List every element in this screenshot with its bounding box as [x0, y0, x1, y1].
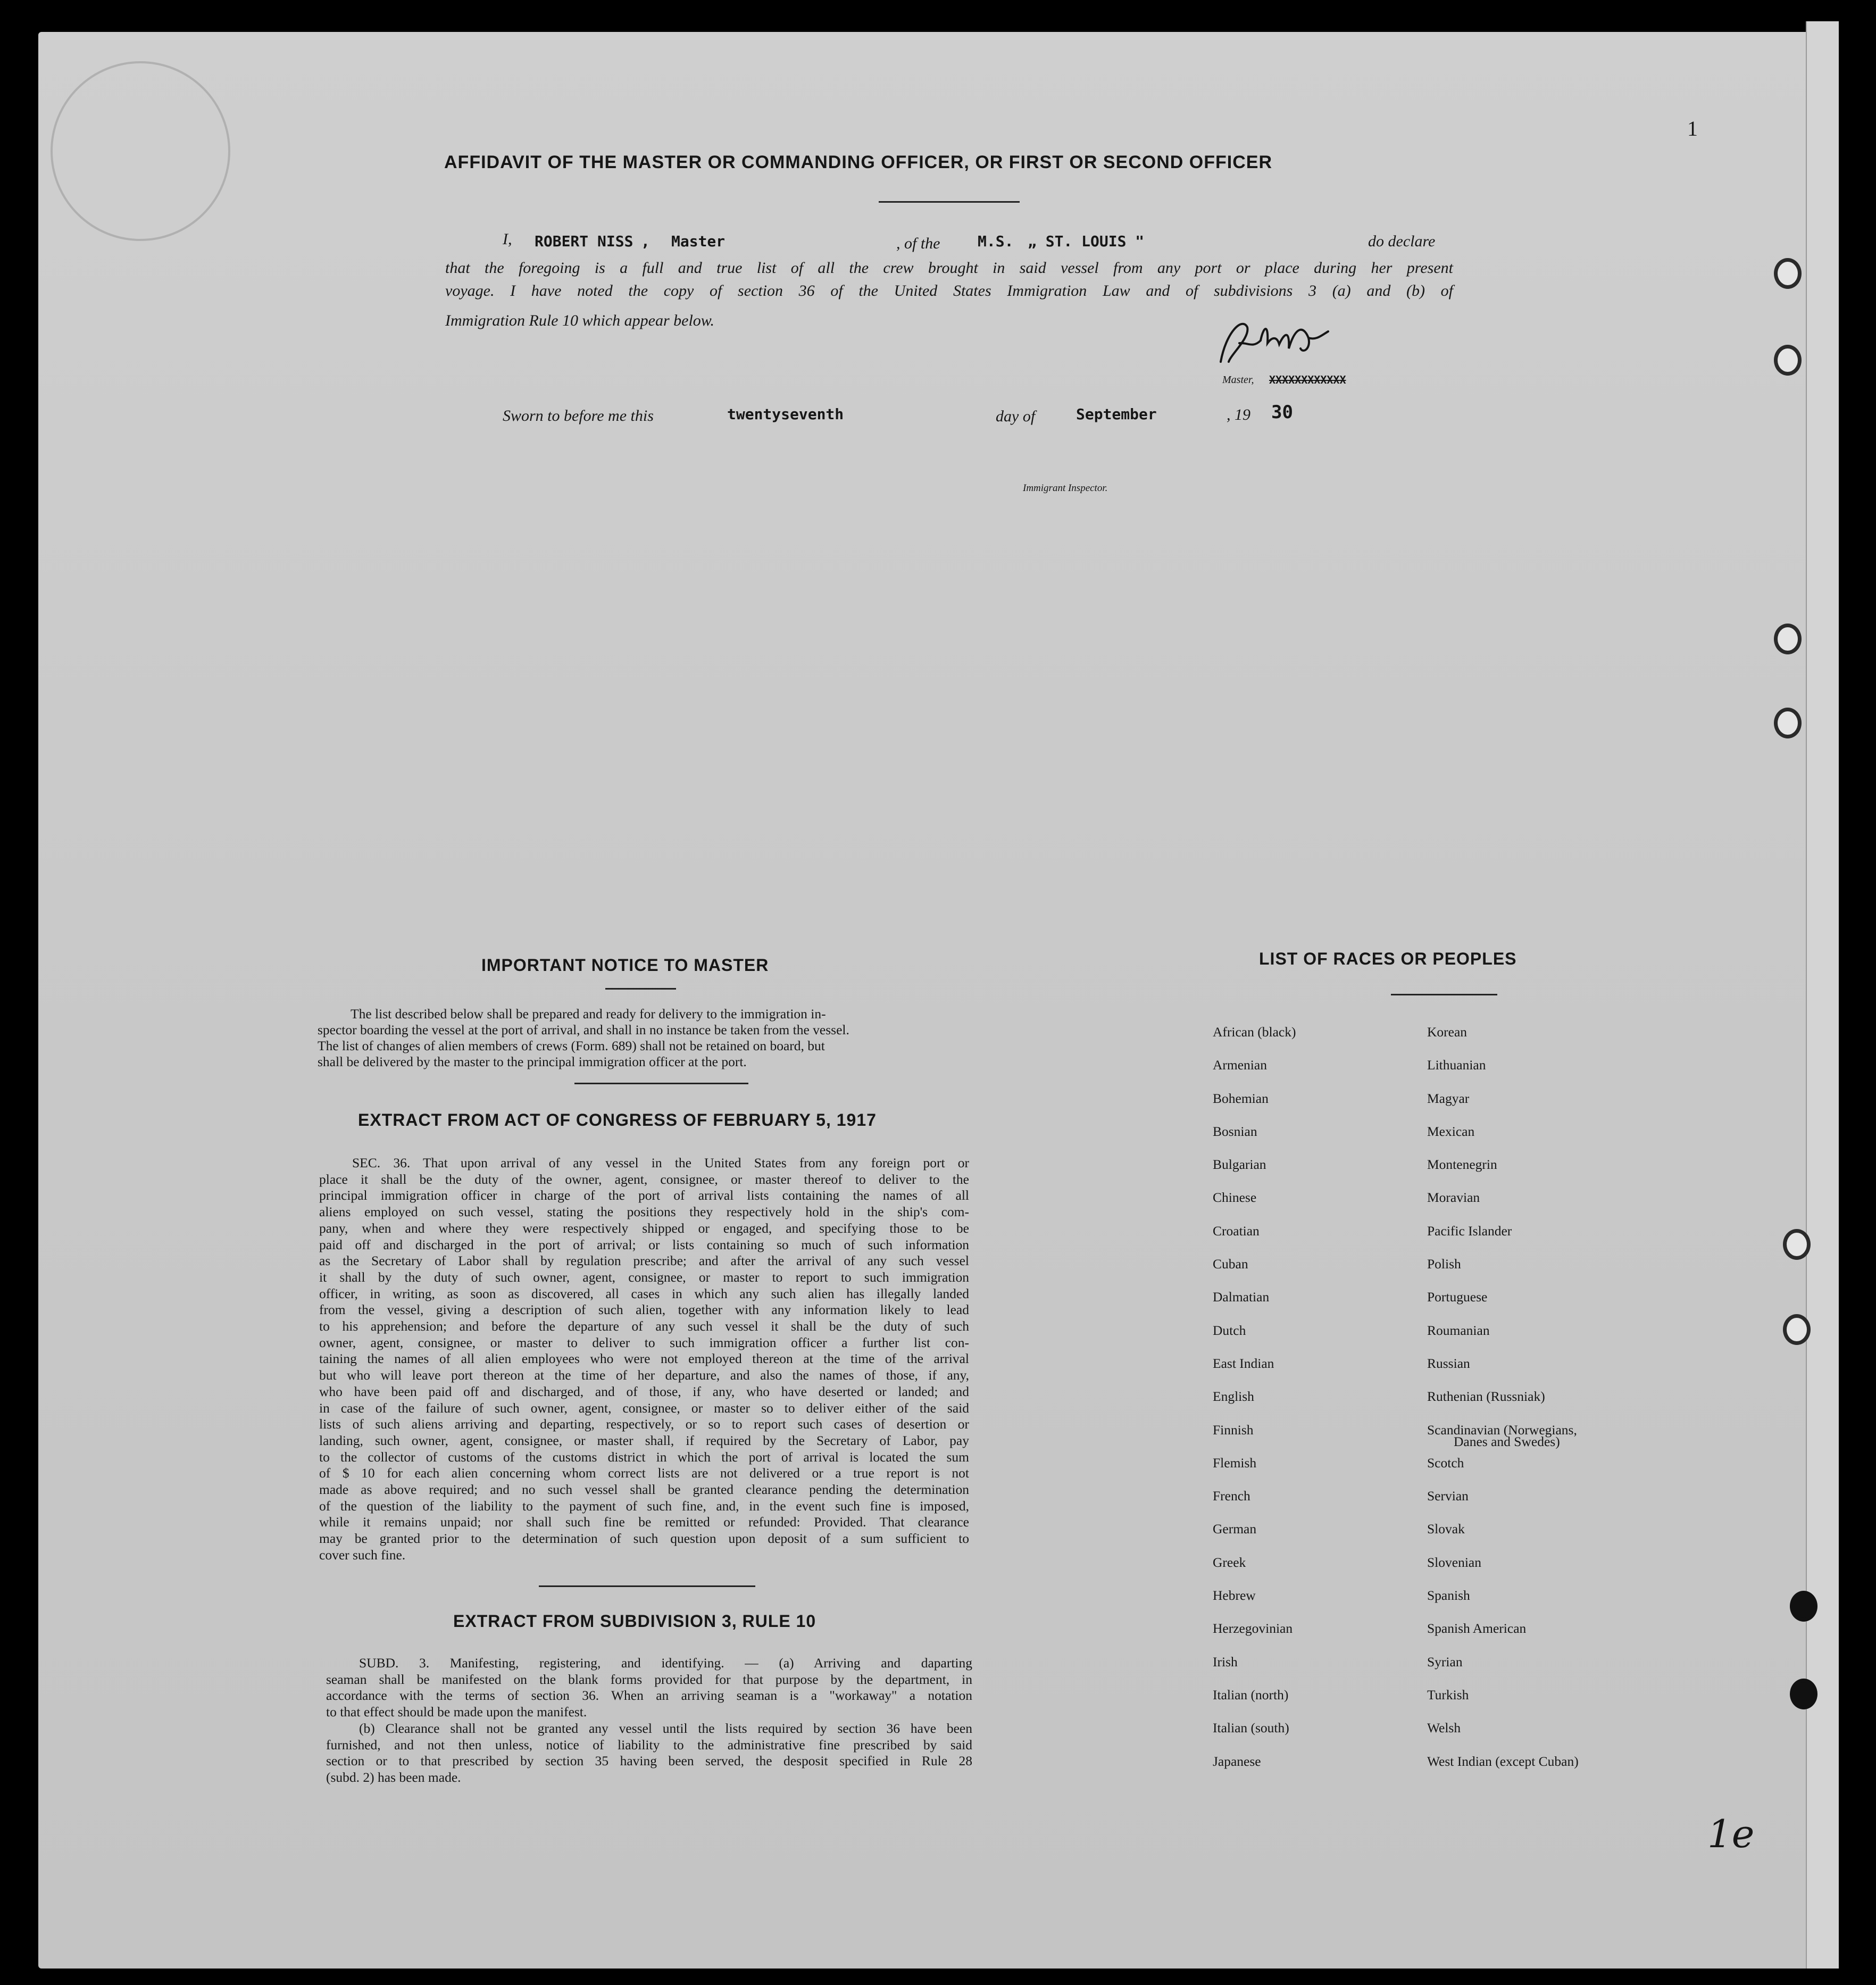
- sworn-month: September: [1076, 405, 1157, 423]
- race-item: Magyar: [1427, 1090, 1470, 1106]
- race-item: Italian (south): [1213, 1720, 1289, 1736]
- race-item: Syrian: [1427, 1654, 1463, 1670]
- notice-title: IMPORTANT NOTICE TO MASTER: [481, 956, 769, 975]
- affidavit-of-the: , of the: [896, 235, 940, 252]
- text-line: officer, in writing, as soon as discovered, all cases in which any such alien has illegally landed: [319, 1285, 969, 1301]
- text-line: lists of such aliens arriving and departing, respectively, or so to report such cases of desertion or: [319, 1416, 969, 1432]
- binder-hole-8: [1790, 1679, 1817, 1709]
- text-line: in case of the failure of such owner, agent, consignee, or master so to deliver either of the said: [319, 1400, 969, 1416]
- race-item: Scandinavian (Norwegians,: [1427, 1422, 1577, 1438]
- text-line: cover such fine.: [319, 1547, 406, 1563]
- text-line: paid off and discharged in the port of arrival; or lists containing so much of such information: [319, 1236, 969, 1252]
- signature-label: Master,: [1222, 374, 1254, 386]
- year-prefix: , 19: [1227, 406, 1250, 423]
- race-item: Finnish: [1213, 1422, 1254, 1438]
- extract-rule-title: EXTRACT FROM SUBDIVISION 3, RULE 10: [453, 1612, 816, 1631]
- text-line: (subd. 2) has been made.: [326, 1769, 461, 1785]
- sheet-edge: [1806, 21, 1839, 1969]
- race-item: West Indian (except Cuban): [1427, 1753, 1579, 1769]
- race-item: Cuban: [1213, 1256, 1248, 1272]
- divider: [539, 1585, 755, 1587]
- race-item: Montenegrin: [1427, 1157, 1497, 1173]
- inspector-label: Immigrant Inspector.: [1023, 483, 1108, 494]
- text-line: taining the names of all alien employees who were not employed thereon at the time of the arrival: [319, 1351, 969, 1367]
- binder-hole-7: [1790, 1591, 1817, 1622]
- race-item-continuation: Danes and Swedes): [1454, 1434, 1560, 1449]
- notice-line: The list described below shall be prepared and ready for delivery to the immigration in-: [351, 1006, 826, 1021]
- race-item: Spanish: [1427, 1588, 1470, 1604]
- race-item: Lithuanian: [1427, 1057, 1486, 1073]
- race-item: Italian (north): [1213, 1687, 1289, 1702]
- extract-act-title: EXTRACT FROM ACT OF CONGRESS OF FEBRUARY 5, 1917: [358, 1110, 877, 1129]
- text-line: to his apprehension; and before the departure of any such vessel it shall be the duty of such: [319, 1318, 969, 1334]
- race-item: Hebrew: [1213, 1588, 1256, 1604]
- year-suffix: 30: [1271, 402, 1293, 423]
- race-item: Greek: [1213, 1554, 1246, 1570]
- affidavit-do-declare: do declare: [1368, 232, 1436, 250]
- notice-line: spector boarding the vessel at the port of arrival, and shall in no instance be taken from the vessel.: [318, 1022, 849, 1037]
- race-item: Slovak: [1427, 1521, 1465, 1537]
- text-line: landing, such owner, agent, consignee, or master shall, if required by the Secretary of Labor, pay: [319, 1432, 969, 1448]
- binder-hole-1: [1774, 258, 1802, 289]
- race-item: Ruthenian (Russniak): [1427, 1389, 1545, 1405]
- notice-line: shall be delivered by the master to the principal immigration officer at the port.: [318, 1054, 747, 1069]
- race-item: East Indian: [1213, 1355, 1274, 1371]
- race-item: Roumanian: [1427, 1322, 1490, 1338]
- race-item: Chinese: [1213, 1190, 1257, 1206]
- text-line: while it remains unpaid; nor shall such fine be remitted or refunded: Provided. That clearance: [319, 1514, 969, 1530]
- divider: [605, 988, 676, 990]
- text-line: as the Secretary of Labor shall by regulation prescribe; and after the arrival of any such vessel: [319, 1253, 969, 1269]
- struck-out-title: XXXXXXXXXXXX: [1269, 373, 1346, 386]
- race-item: Polish: [1427, 1256, 1461, 1272]
- race-item: Bulgarian: [1213, 1157, 1266, 1173]
- notice-line: The list of changes of alien members of crews (Form. 689) shall not be retained on board, but: [318, 1038, 825, 1053]
- race-item: Moravian: [1427, 1190, 1480, 1206]
- text-line: of the question of the liability to the payment of such fine, and, in the event such fine is imposed,: [319, 1498, 969, 1514]
- text-line: it shall by the duty of such owner, agent, consignee, or master to report to such immigration: [319, 1269, 969, 1285]
- race-item: Pacific Islander: [1427, 1223, 1512, 1239]
- vessel-name: „ ST. LOUIS ": [1028, 232, 1145, 250]
- text-line: section or to that prescribed by section 35 having been served, the desposit specified in Rule 28: [326, 1753, 972, 1769]
- binder-hole-4: [1774, 708, 1802, 738]
- page-mark-bottom: 1e: [1707, 1812, 1755, 1856]
- binder-hole-5: [1783, 1229, 1811, 1260]
- name-comma: ,: [641, 232, 650, 250]
- divider: [879, 201, 1020, 203]
- text-line: pany, when and where they were respectively shipped or engaged, and specifying those to be: [319, 1220, 969, 1236]
- master-name: ROBERT NISS: [535, 232, 633, 250]
- text-line: of $ 10 for each alien concerning whom correct lists are not delivered or a true report is not: [319, 1465, 969, 1481]
- race-item: German: [1213, 1521, 1257, 1537]
- race-item: French: [1213, 1488, 1250, 1504]
- text-line: to that effect should be made upon the manifest.: [326, 1704, 587, 1720]
- text-line: from the vessel, giving a description of such alien, together with any information likely to lead: [319, 1302, 969, 1318]
- race-item: Irish: [1213, 1654, 1238, 1670]
- binder-hole-3: [1774, 624, 1802, 654]
- race-item: Bohemian: [1213, 1090, 1269, 1106]
- text-line: made as above required; and no such vessel shall be granted clearance pending the determination: [319, 1482, 969, 1497]
- race-item: Croatian: [1213, 1223, 1260, 1239]
- affidavit-line-3: voyage. I have noted the copy of section 36 of the United States Immigration Law and of subdivisions 3 (a) and (b) of: [445, 282, 1453, 300]
- text-line: place it shall be the duty of the owner, agent, consignee, or master thereof to deliver to the: [319, 1171, 969, 1187]
- race-item: English: [1213, 1389, 1254, 1405]
- text-line: furnished, and not then unless, notice of liability to the administrative fine prescribed by said: [326, 1737, 972, 1753]
- race-item: Slovenian: [1427, 1554, 1481, 1570]
- divider: [1391, 994, 1497, 995]
- race-item: Bosnian: [1213, 1123, 1257, 1139]
- races-title: LIST OF RACES OR PEOPLES: [1259, 949, 1517, 968]
- race-item: Korean: [1427, 1024, 1468, 1040]
- text-line: owner, agent, consignee, or master to deliver to such immigration officer a further list con-: [319, 1334, 969, 1350]
- race-item: Spanish American: [1427, 1621, 1527, 1637]
- race-item: Turkish: [1427, 1687, 1469, 1702]
- race-item: Portuguese: [1427, 1289, 1488, 1305]
- page-mark-top: 1: [1687, 117, 1698, 140]
- races-column-1: [1213, 1024, 1296, 1787]
- text-line: (b) Clearance shall not be granted any vessel until the lists required by section 36 have been: [359, 1720, 972, 1736]
- sworn-label: Sworn to before me this: [503, 407, 654, 425]
- day-of-label: day of: [996, 408, 1036, 425]
- vessel-type: M.S.: [978, 232, 1014, 250]
- sworn-day: twentyseventh: [727, 405, 844, 423]
- faded-seal-stamp: [51, 61, 230, 241]
- text-line: to the collector of customs of the customs district in which the port of arrival is located the sum: [319, 1449, 969, 1465]
- race-item: Herzegovinian: [1213, 1621, 1293, 1637]
- master-rank: Master: [671, 232, 726, 250]
- race-item: Armenian: [1213, 1057, 1267, 1073]
- race-item: Welsh: [1427, 1720, 1461, 1736]
- text-line: SEC. 36. That upon arrival of any vessel in the United States from any foreign port or: [352, 1155, 969, 1170]
- text-line: seaman shall be manifested on the blank forms provided for that purpose by the department, in: [326, 1671, 972, 1687]
- text-line: principal immigration officer in charge of the port of arrival lists containing the names of all: [319, 1187, 969, 1203]
- races-column-2: [1427, 1024, 1579, 1787]
- text-line: SUBD. 3. Manifesting, registering, and identifying. — (a) Arriving and daparting: [359, 1655, 972, 1671]
- race-item: Flemish: [1213, 1455, 1257, 1471]
- race-item: Russian: [1427, 1355, 1470, 1371]
- text-line: accordance with the terms of section 36. When an arriving seaman is a "workaway" a notation: [326, 1688, 972, 1704]
- text-line: who have been paid off and discharged, and of those, if any, who have deserted or landed; and: [319, 1383, 969, 1399]
- affidavit-line-2: that the foregoing is a full and true list of all the crew brought in said vessel from any port or place during her present: [445, 259, 1453, 277]
- affidavit-line-4: Immigration Rule 10 which appear below.: [445, 312, 715, 329]
- text-line: aliens employed on such vessel, stating the positions they respectively hold in the ship's com-: [319, 1204, 969, 1220]
- race-item: Dalmatian: [1213, 1289, 1270, 1305]
- affidavit-title: AFFIDAVIT OF THE MASTER OR COMMANDING OFFICER, OR FIRST OR SECOND OFFICER: [444, 152, 1272, 172]
- race-item: Servian: [1427, 1488, 1469, 1504]
- divider: [574, 1083, 748, 1084]
- text-line: but who will leave port thereon at the time of her departure, and also the names of those, if any,: [319, 1367, 969, 1383]
- master-signature: [1210, 311, 1359, 372]
- race-item: African (black): [1213, 1024, 1296, 1040]
- race-item: Japanese: [1213, 1753, 1261, 1769]
- race-item: Mexican: [1427, 1123, 1475, 1139]
- binder-hole-2: [1774, 345, 1802, 376]
- binder-hole-6: [1783, 1314, 1811, 1345]
- race-item: Scotch: [1427, 1455, 1464, 1471]
- race-item: Dutch: [1213, 1322, 1246, 1338]
- affidavit-pre-name: I,: [503, 230, 512, 248]
- text-line: may be granted prior to the determination of such question upon deposit of a sum sufficient to: [319, 1531, 969, 1547]
